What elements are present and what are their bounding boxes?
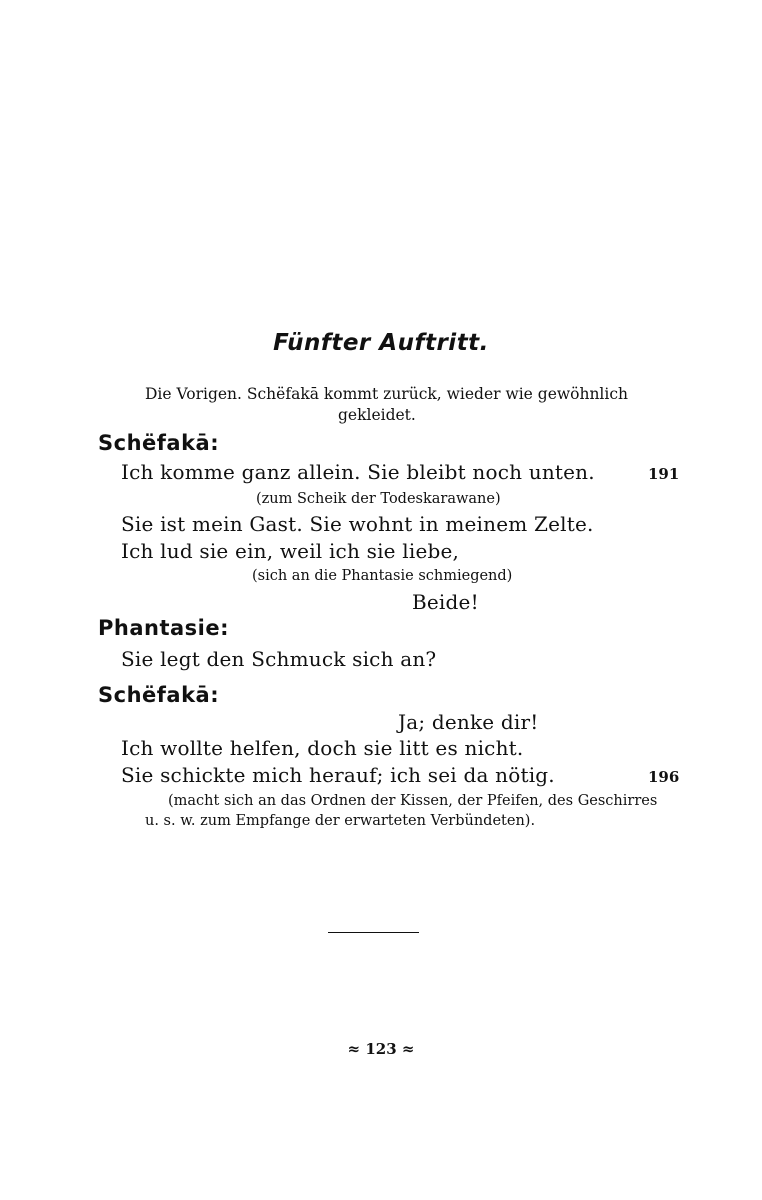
page-number: ≈ 123 ≈: [347, 1040, 415, 1058]
stage-direction-aside: (sich an die Phantasie schmiegend): [252, 568, 513, 584]
speaker-schefaka: Schëfakā:: [98, 683, 220, 707]
verse-line: Beide!: [412, 590, 479, 614]
stage-direction-intro-line-1: Die Vorigen. Schëfakā kommt zurück, wieder wie gewöhnlich: [145, 385, 629, 403]
verse-line: Ich komme ganz allein. Sie bleibt noch unten.: [121, 460, 595, 484]
speaker-phantasie: Phantasie:: [98, 616, 230, 640]
verse-line: Ja; denke dir!: [398, 710, 539, 734]
verse-line: Ich wollte helfen, doch sie litt es nicht.: [121, 736, 524, 760]
verse-line: Sie ist mein Gast. Sie wohnt in meinem Zelte.: [121, 512, 594, 536]
verse-line: Sie legt den Schmuck sich an?: [121, 647, 437, 671]
verse-line: Sie schickte mich herauf; ich sei da nötig.: [121, 763, 555, 787]
scene-title: Fünfter Auftritt.: [273, 330, 489, 356]
line-number: 191: [648, 465, 680, 483]
section-divider: [328, 932, 419, 933]
stage-direction-closing-line-2: u. s. w. zum Empfange der erwarteten Verbündeten).: [145, 813, 536, 829]
stage-direction-intro-line-2: gekleidet.: [338, 406, 416, 424]
stage-direction-aside: (zum Scheik der Todeskarawane): [256, 491, 501, 507]
speaker-schefaka: Schëfakā:: [98, 431, 220, 455]
line-number: 196: [648, 768, 680, 786]
verse-line: Ich lud sie ein, weil ich sie liebe,: [121, 539, 460, 563]
stage-direction-closing-line-1: (macht sich an das Ordnen der Kissen, der Pfeifen, des Geschirres: [168, 793, 658, 809]
